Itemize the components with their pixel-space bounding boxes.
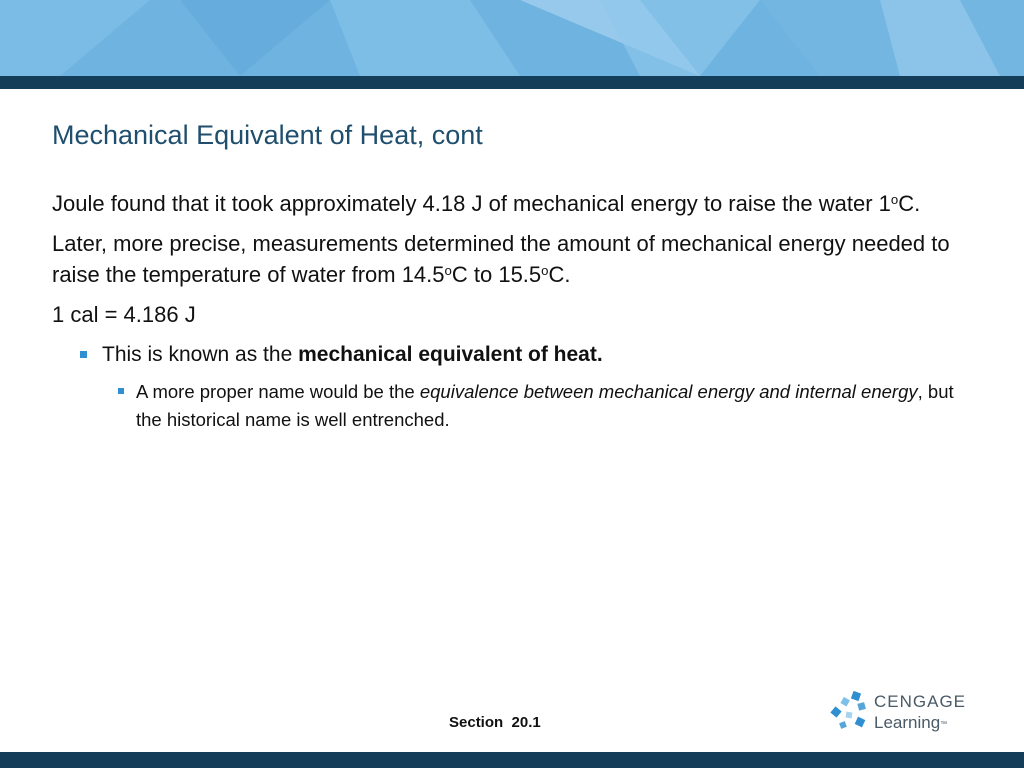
- paragraph-joule: Joule found that it took approximately 4.18 J of mechanical energy to raise the water 1$^o$C.: [52, 191, 921, 216]
- square-bullet-icon: [118, 388, 124, 394]
- paragraph-precise-measurements: Later, more precise, measurements determined the amount of mechanical energy needed to raise the temperature of water from 14.5$^o$C to 15.5$^o$C.: [52, 231, 950, 287]
- cengage-mark-icon: [830, 690, 870, 734]
- top-rule: [0, 76, 1024, 89]
- top-banner: [0, 0, 1024, 76]
- footer-section-label: Section 20.1: [449, 714, 541, 731]
- cengage-learning-logo: [830, 690, 980, 738]
- banner-pattern: [0, 0, 1024, 76]
- bottom-rule: [0, 752, 1024, 768]
- sub-bullet-proper-name: A more proper name would be the equivalence between mechanical energy and internal energy, but the historical name is well entrenched.: [136, 378, 956, 434]
- square-bullet-icon: [80, 351, 87, 358]
- logo-wordmark-cengage: CENGAGE: [874, 692, 967, 711]
- slide-body: [52, 188, 972, 434]
- paragraph-calorie: 1 cal = 4.186 J: [52, 302, 196, 327]
- logo-wordmark-learning: Learning™: [874, 713, 948, 732]
- slide-title: Mechanical Equivalent of Heat, cont: [52, 120, 483, 150]
- bullet-mechanical-equivalent: This is known as the mechanical equivalent of heat.: [102, 339, 972, 370]
